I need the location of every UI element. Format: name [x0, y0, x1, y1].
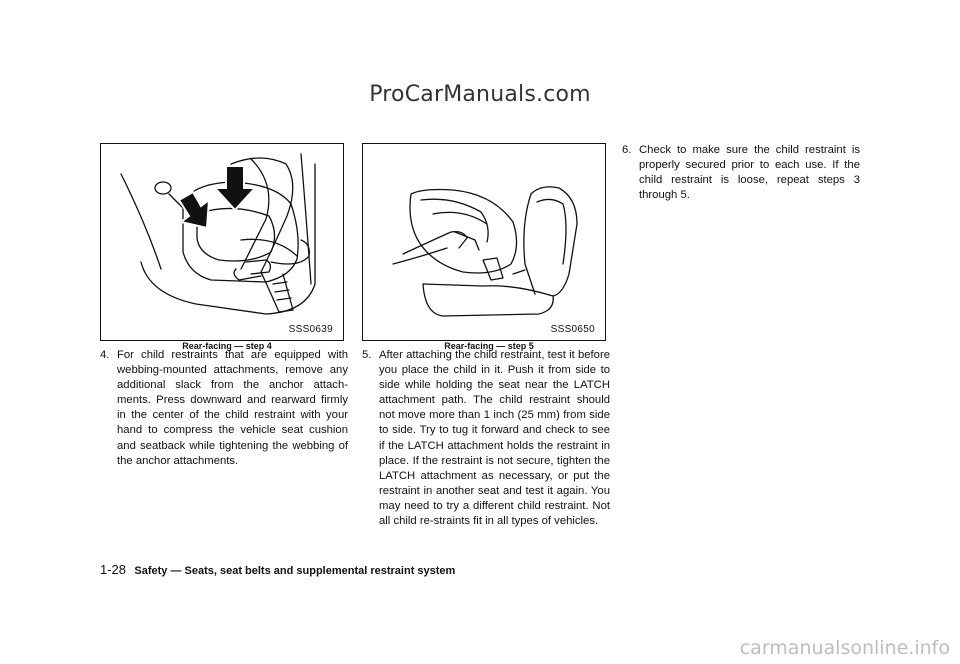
- step-number: 6.: [622, 144, 632, 156]
- chapter-title: Safety — Seats, seat belts and supplemental restraint system: [134, 565, 456, 577]
- watermark-procarmanuals: ProCarManuals.com: [369, 82, 591, 107]
- step-6: [622, 143, 860, 203]
- page-footer: [100, 562, 455, 577]
- illustration-step-4: [101, 144, 342, 339]
- figure-caption: Rear-facing — step 4: [182, 341, 272, 351]
- figure-caption: Rear-facing — step 5: [444, 341, 534, 351]
- figure-rear-facing-step-4: [100, 143, 344, 341]
- step-text: For child restraints that are equipped with webbing-mounted attachments, remove any additional slack from the anchor attach-ments. Press downward and rearward firmly in the center of the child restraint with your hand to compress the vehicle seat cushion and seatback while tightening the webbing of the anchor attachments.: [117, 349, 348, 467]
- figure-code: SSS0639: [288, 324, 333, 335]
- step-number: 4.: [100, 349, 110, 361]
- step-text: After attaching the child restraint, test it before you place the child in it. Push it from side to side while holding the seat near the LATCH attachment path. The child restraint should not move more than 1 inch (25 mm) from side to side. Try to tug it forward and check to see if the LATCH attachment holds the restraint in place. If the restraint is not secure, tighten the LATCH attachment as necessary, or put the restraint in another seat and test it again. You may need to try a different child restraint. Not all child re-straints fit in all types of vehicles.: [379, 349, 610, 528]
- step-text: Check to make sure the child restraint is properly secured prior to each use. If the child restraint is loose, repeat steps 3 through 5.: [639, 144, 860, 202]
- figure-code: SSS0650: [550, 324, 595, 335]
- watermark-carmanualsonline: carmanualsonline.info: [739, 637, 950, 659]
- figure-rear-facing-step-5: [362, 143, 606, 341]
- page-number: 1-28: [100, 562, 127, 577]
- illustration-step-5: [363, 144, 604, 339]
- step-number: 5.: [362, 349, 372, 361]
- step-4: [100, 348, 348, 469]
- step-5: [362, 348, 610, 529]
